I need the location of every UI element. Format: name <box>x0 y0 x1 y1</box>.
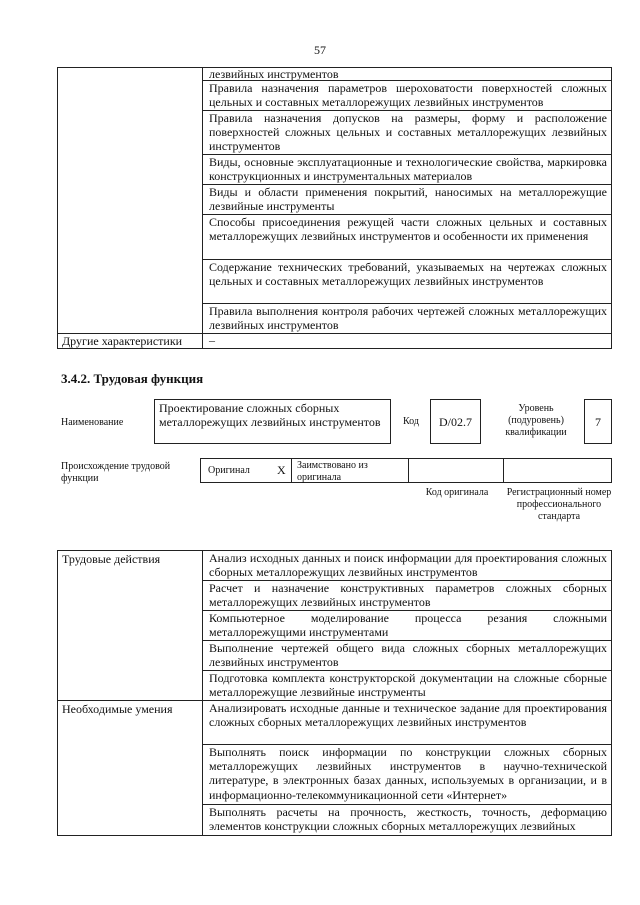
code-value: D/02.7 <box>439 415 472 429</box>
divider <box>291 459 292 482</box>
table-cell: Анализировать исходные данные и техническое задание для проектирования сложных сборных металлорежущих лезвийных инструментов <box>203 701 612 745</box>
knowledge-table <box>57 67 612 349</box>
required-skills-label: Необходимые умения <box>58 701 203 836</box>
table-cell: Правила назначения допусков на размеры, форму и расположение поверхностей сложных цельных и составных металлорежущих лезвийных инструментов <box>203 111 612 155</box>
table-cell: Содержание технических требований, указываемых на чертежах сложных цельных и составных металлорежущих лезвийных инструментов <box>203 260 612 304</box>
table-cell: Способы присоединения режущей части сложных цельных и составных металлорежущих лезвийных инструментов и особенности их применения <box>203 215 612 260</box>
table-cell: Выполнение чертежей общего вида сложных сборных металлорежущих лезвийных инструментов <box>203 641 612 671</box>
table-cell: Расчет и назначение конструктивных параметров сложных сборных металлорежущих лезвийных инструментов <box>203 581 612 611</box>
other-characteristics-value: – <box>203 334 612 349</box>
code-box <box>430 399 481 444</box>
table-row <box>58 701 612 745</box>
actions-skills-table <box>57 550 612 836</box>
table-cell: Виды и области применения покрытий, наносимых на металлорежущие лезвийные инструменты <box>203 185 612 215</box>
table-cell: Анализ исходных данных и поиск информации для проектирования сложных сборных металлорежущих лезвийных инструментов <box>203 551 612 581</box>
original-mark: X <box>277 463 286 477</box>
code-original-caption: Код оригинала <box>425 487 489 498</box>
level-label: Уровень (подуровень) квалификации <box>505 403 567 438</box>
table-cell: Правила выполнения контроля рабочих чертежей сложных металлорежущих лезвийных инструментов <box>203 304 612 334</box>
table-cell: Подготовка комплекта конструкторской документации на сложные сборные металлорежущие лезвийные инструменты <box>203 671 612 701</box>
origin-box <box>200 458 612 483</box>
section-title: 3.4.2. Трудовая функция <box>61 371 204 386</box>
table-cell: Компьютерное моделирование процесса резания сложными металлорежущими инструментами <box>203 611 612 641</box>
reg-number-caption: Регистрационный номер профессионального стандарта <box>506 487 612 522</box>
table-row <box>58 68 612 81</box>
level-value: 7 <box>595 415 601 429</box>
table-cell: лезвийных инструментов <box>203 68 612 81</box>
table-cell: Виды, основные эксплуатационные и технологические свойства, маркировка конструкционных и инструментальных материалов <box>203 155 612 185</box>
divider <box>503 459 504 482</box>
function-name-box <box>154 399 391 444</box>
table-cell: Выполнять расчеты на прочность, жесткость, точность, деформацию элементов конструкции сложных сборных металлорежущих лезвийных <box>203 805 612 836</box>
table-cell: Правила назначения параметров шероховатости поверхностей сложных цельных и составных металлорежущих лезвийных инструментов <box>203 81 612 111</box>
table-row <box>58 551 612 581</box>
name-label: Наименование <box>61 417 124 428</box>
code-label: Код <box>403 416 419 427</box>
other-characteristics-label: Другие характеристики <box>58 334 203 349</box>
page-number: 57 <box>314 43 326 57</box>
divider <box>408 459 409 482</box>
level-box <box>584 399 612 444</box>
function-name-value: Проектирование сложных сборных металлорежущих лезвийных инструментов <box>159 401 381 429</box>
labour-actions-label: Трудовые действия <box>58 551 203 701</box>
original-label: Оригинал <box>208 465 250 476</box>
origin-label: Происхождение трудовой функции <box>61 461 171 484</box>
table-label-cell <box>58 68 203 334</box>
table-row <box>58 334 612 349</box>
table-cell: Выполнять поиск информации по конструкции сложных сборных металлорежущих лезвийных инструментов в научно-технической литературе, в электронных базах данных, используемых в организации, и в информационно-телекоммуникационной сети «Интернет» <box>203 745 612 805</box>
borrowed-label: Заимствовано из оригинала <box>297 460 368 483</box>
